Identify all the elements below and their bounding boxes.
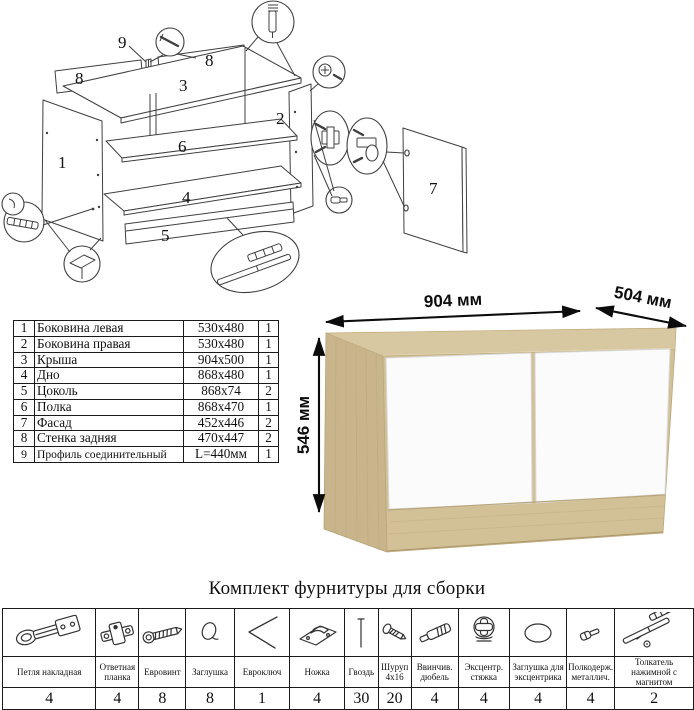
part-label-8a: 8 xyxy=(75,69,84,88)
hardware-icon-cell xyxy=(458,609,509,657)
part-qty: 1 xyxy=(259,399,279,415)
hardware-item-qty: 30 xyxy=(345,688,379,710)
part-qty: 2 xyxy=(259,384,279,400)
cam-lock-icon xyxy=(462,612,506,654)
part-name: Профиль соединительный xyxy=(35,447,184,463)
part-size: 530x480 xyxy=(184,336,259,352)
part-size: L=440мм xyxy=(184,447,259,463)
hardware-item-qty: 2 xyxy=(615,688,694,710)
overlay-hinge-icon xyxy=(6,612,92,654)
height-dimension-label: 546 мм xyxy=(294,395,313,455)
hardware-icon-cell xyxy=(411,609,458,657)
part-num: 8 xyxy=(14,431,35,447)
cabinet-door-left xyxy=(386,353,532,509)
hardware-item-qty: 4 xyxy=(96,688,139,710)
hex-key-icon xyxy=(237,612,287,654)
part-label-5: 5 xyxy=(161,226,170,245)
part-label-8b: 8 xyxy=(205,51,214,70)
depth-dimension-label: 504 мм xyxy=(612,282,674,313)
hardware-icon-cell xyxy=(96,609,139,657)
part-qty: 1 xyxy=(259,447,279,463)
table-row xyxy=(14,336,279,352)
hardware-item-qty: 4 xyxy=(567,688,615,710)
part-num: 3 xyxy=(14,352,35,368)
hardware-item-name: Евроключ xyxy=(234,657,290,688)
part-qty: 1 xyxy=(259,352,279,368)
part-name: Крыша xyxy=(35,352,184,368)
cam-cap-icon xyxy=(516,613,560,653)
part-label-4: 4 xyxy=(182,188,191,207)
part-size: 470x447 xyxy=(184,431,259,447)
hardware-item-qty: 4 xyxy=(458,688,509,710)
hardware-icon-cell xyxy=(378,609,411,657)
hardware-item-qty: 8 xyxy=(139,688,186,710)
part-size: 904x500 xyxy=(184,352,259,368)
part-name: Стенка задняя xyxy=(35,431,184,447)
hardware-item-qty: 4 xyxy=(411,688,458,710)
part-num: 1 xyxy=(14,321,35,337)
part-qty: 1 xyxy=(259,368,279,384)
hardware-item-name: Гвоздь xyxy=(345,657,379,688)
leader-line xyxy=(129,46,146,62)
part-size: 868x74 xyxy=(184,384,259,400)
hardware-item-name: Заглушка для эксцентрика xyxy=(510,657,567,688)
hardware-icon-cell xyxy=(290,609,345,657)
hardware-item-name: Петля накладная xyxy=(3,657,96,688)
part-num: 5 xyxy=(14,384,35,400)
cabinet-door-right xyxy=(535,349,670,503)
hardware-item-name: Полкодерж. металлич. xyxy=(567,657,615,688)
screw-icon xyxy=(380,613,410,653)
part-name: Боковина левая xyxy=(35,321,184,337)
hardware-item-qty: 1 xyxy=(234,688,290,710)
hardware-item-qty: 4 xyxy=(510,688,567,710)
part-size: 530x480 xyxy=(184,321,259,337)
part-num: 2 xyxy=(14,336,35,352)
part-name: Цоколь xyxy=(35,384,184,400)
confirmat-screw-icon xyxy=(140,613,184,653)
part-label-6: 6 xyxy=(178,137,187,156)
part-num: 4 xyxy=(14,368,35,384)
hardware-item-name: Ответная планка xyxy=(96,657,139,688)
part-name: Фасад xyxy=(35,415,184,431)
table-row xyxy=(14,447,279,463)
hardware-item-qty: 20 xyxy=(378,688,411,710)
hardware-icon-cell xyxy=(3,609,96,657)
hardware-icons-row xyxy=(3,609,694,657)
hardware-item-qty: 8 xyxy=(186,688,234,710)
hardware-icon-cell xyxy=(567,609,615,657)
hardware-item-name: Заглушка xyxy=(186,657,234,688)
table-row xyxy=(14,384,279,400)
part-label-3: 3 xyxy=(179,76,188,95)
mounting-plate-icon xyxy=(97,613,137,653)
part-label-7: 7 xyxy=(429,179,438,198)
hardware-item-name: Шуруп 4x16 xyxy=(378,657,411,688)
part-num: 6 xyxy=(14,399,35,415)
hardware-icon-cell xyxy=(234,609,290,657)
hardware-icon-cell xyxy=(345,609,379,657)
part-num: 9 xyxy=(14,447,35,463)
width-dimension-label: 904 мм xyxy=(423,289,483,312)
hardware-item-qty: 4 xyxy=(290,688,345,710)
parts-table xyxy=(13,320,279,463)
part-label-2: 2 xyxy=(276,109,285,128)
table-row xyxy=(14,415,279,431)
nail-icon xyxy=(347,613,375,653)
table-row xyxy=(14,399,279,415)
side-panel-right xyxy=(289,84,313,214)
hardware-names-row xyxy=(3,657,694,688)
part-qty: 1 xyxy=(259,321,279,337)
table-row xyxy=(14,321,279,337)
push-latch-icon xyxy=(617,612,691,654)
cap-icon xyxy=(190,613,230,653)
hardware-icon-cell xyxy=(186,609,234,657)
part-label-9: 9 xyxy=(118,33,127,52)
foot-icon xyxy=(292,613,342,653)
part-qty: 1 xyxy=(259,336,279,352)
part-qty: 2 xyxy=(259,415,279,431)
table-row xyxy=(14,431,279,447)
hardware-item-name: Ножка xyxy=(290,657,345,688)
part-name: Боковина правая xyxy=(35,336,184,352)
shelf-pin-icon xyxy=(573,613,609,653)
hardware-table xyxy=(2,608,694,710)
threaded-dowel-icon xyxy=(413,613,457,653)
hardware-kit-title: Комплект фурнитуры для сборки xyxy=(208,578,486,599)
hardware-item-qty: 4 xyxy=(3,688,96,710)
part-num: 7 xyxy=(14,415,35,431)
side-panel-left xyxy=(42,100,103,241)
part-label-1: 1 xyxy=(58,153,67,172)
hardware-icon-cell xyxy=(615,609,694,657)
hardware-item-name: Толкатель нажимной с магнитом xyxy=(615,657,694,688)
part-size: 868x470 xyxy=(184,399,259,415)
table-row xyxy=(14,352,279,368)
part-size: 452x446 xyxy=(184,415,259,431)
table-row xyxy=(14,368,279,384)
hardware-qty-row xyxy=(3,688,694,710)
cabinet-render xyxy=(290,282,694,570)
part-size: 868x480 xyxy=(184,368,259,384)
part-qty: 2 xyxy=(259,431,279,447)
part-name: Дно xyxy=(35,368,184,384)
hardware-item-name: Эксцентр. стяжка xyxy=(458,657,509,688)
exploded-assembly-diagram xyxy=(0,0,694,312)
part-name: Полка xyxy=(35,399,184,415)
hardware-item-name: Ввинчив. дюбель xyxy=(411,657,458,688)
hardware-icon-cell xyxy=(139,609,186,657)
hardware-icon-cell xyxy=(510,609,567,657)
hardware-item-name: Евровинт xyxy=(139,657,186,688)
